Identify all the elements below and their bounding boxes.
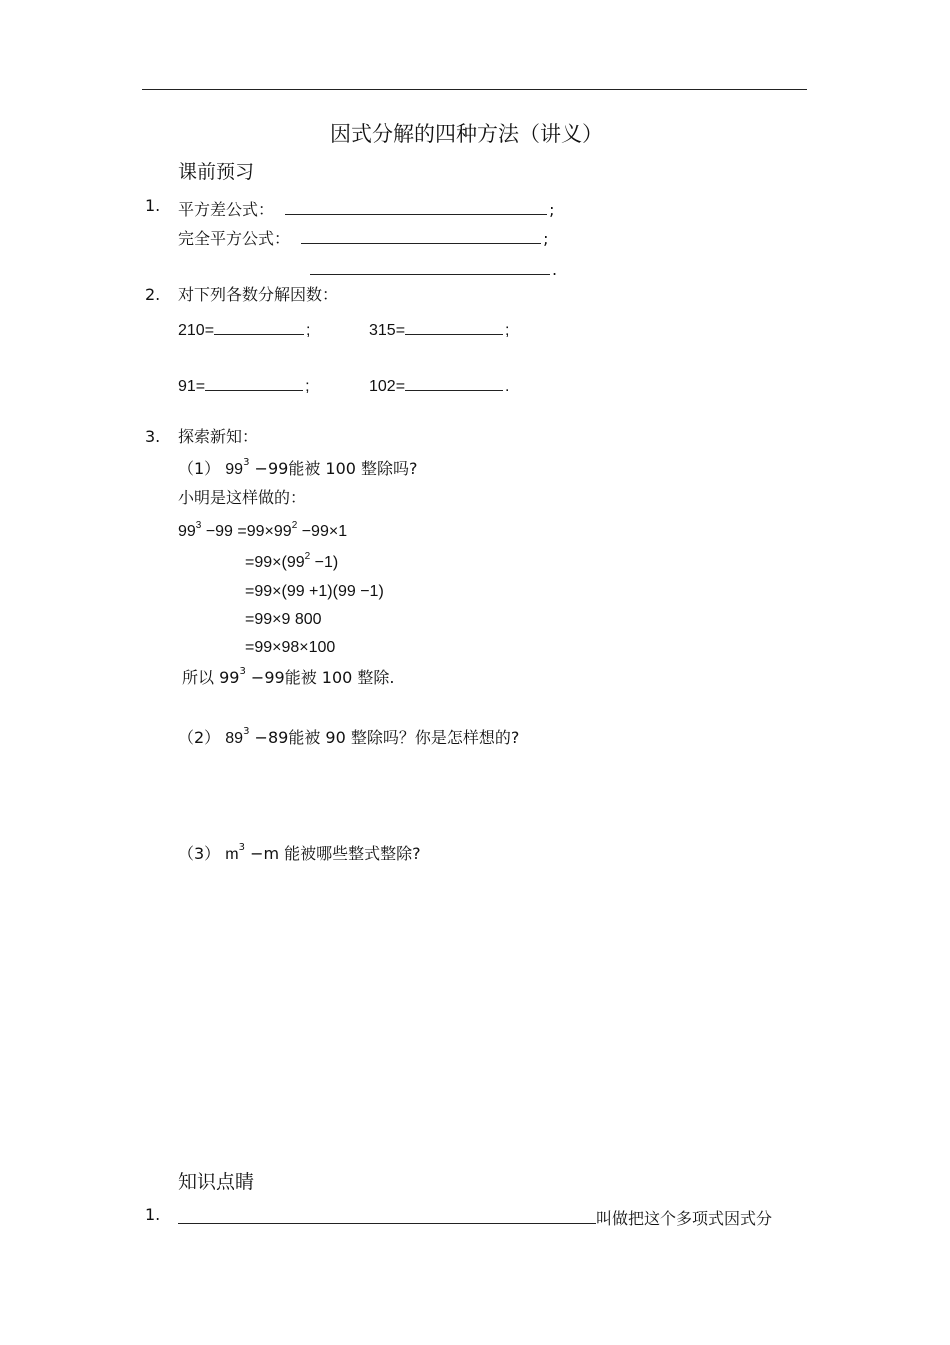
- step1-exponent: 3: [195, 520, 202, 531]
- q2-item-315: [369, 318, 510, 339]
- q3-part3-base: m: [225, 846, 239, 863]
- q3-part2-text: −89能被 90 整除吗？你是怎样想的?: [254, 728, 520, 747]
- q1-label-difference-of-squares: 平方差公式：: [178, 200, 275, 219]
- step2-expr: =99×(99: [245, 554, 305, 571]
- q2-label: 对下列各数分解因数：: [178, 285, 339, 304]
- q3-step-5: =99×98×100: [245, 639, 336, 656]
- header-rule: [142, 89, 807, 90]
- q2-semicolon: ;: [306, 322, 311, 339]
- q3-part2: [178, 726, 520, 747]
- conclusion-pre: 所以 99: [182, 668, 240, 687]
- q3-part2-tag: （2）: [178, 728, 221, 747]
- q2-item-label: 102=: [369, 378, 406, 395]
- q1-line-c: [310, 258, 557, 278]
- q2-number: 2.: [145, 285, 161, 304]
- step2-exponent: 2: [304, 551, 311, 562]
- k1-line: [178, 1207, 772, 1227]
- k1-number: 1.: [145, 1205, 161, 1224]
- q2-blank-102[interactable]: [405, 374, 503, 391]
- q3-part3-exponent: 3: [238, 842, 245, 853]
- q3-step-2: [245, 551, 339, 571]
- q3-part2-base: 89: [225, 730, 244, 747]
- q3-part1-text: −99能被 100 整除吗?: [254, 459, 418, 478]
- conclusion-exponent: 3: [239, 666, 246, 677]
- q2-item-102: [369, 374, 510, 395]
- q3-part3-tag: （3）: [178, 844, 221, 863]
- q2-item-210: [178, 318, 311, 339]
- q1-blank-c[interactable]: [310, 258, 550, 275]
- q3-part2-exponent: 3: [243, 726, 250, 737]
- q2-item-label: 315=: [369, 322, 406, 339]
- q3-part1: [178, 457, 418, 478]
- q2-item-91: [178, 374, 310, 395]
- q3-conclusion: [182, 666, 395, 687]
- k1-blank[interactable]: [178, 1207, 596, 1224]
- q2-blank-91[interactable]: [205, 374, 303, 391]
- q3-step-1: [178, 520, 348, 540]
- q3-part1-base: 99: [225, 461, 244, 478]
- q2-item-label: 91=: [178, 378, 206, 395]
- q2-blank-315[interactable]: [405, 318, 503, 335]
- q3-part1-tag: （1）: [178, 459, 221, 478]
- q1-line-b: [178, 227, 549, 247]
- q1-semicolon-a: ;: [549, 200, 555, 219]
- k1-text: 叫做把这个多项式因式分: [596, 1209, 773, 1228]
- step2-tail: −1): [314, 554, 339, 571]
- page-title: 因式分解的四种方法（讲义）: [330, 122, 603, 146]
- step1-expr: −99 =99×99: [205, 523, 292, 540]
- conclusion-text: −99能被 100 整除.: [250, 668, 395, 687]
- q2-item-label: 210=: [178, 322, 215, 339]
- q3-part1-exponent: 3: [243, 457, 250, 468]
- q3-label: 探索新知：: [178, 427, 259, 446]
- q3-part3-text: −m 能被哪些整式整除?: [250, 844, 421, 863]
- q3-step-3: =99×(99 +1)(99 −1): [245, 583, 384, 600]
- q2-semicolon: ;: [505, 322, 510, 339]
- step1-tail: −99×1: [301, 523, 348, 540]
- q3-number: 3.: [145, 427, 161, 446]
- step1-exponent2: 2: [291, 520, 298, 531]
- q1-semicolon-b: ;: [543, 229, 549, 248]
- q1-period: .: [552, 260, 558, 279]
- q3-step-4: =99×9 800: [245, 611, 322, 628]
- q1-number: 1.: [145, 196, 161, 215]
- section-knowledge-heading: 知识点睛: [178, 1171, 255, 1193]
- q1-line-a: [178, 198, 555, 218]
- q1-label-perfect-square: 完全平方公式：: [178, 229, 291, 248]
- section-preview-heading: 课前预习: [178, 161, 255, 183]
- q3-xiaoming: 小明是这样做的：: [178, 488, 307, 507]
- q1-blank-b[interactable]: [301, 227, 541, 244]
- step1-base: 99: [178, 523, 196, 540]
- q3-part3: [178, 842, 421, 863]
- q2-blank-210[interactable]: [214, 318, 304, 335]
- q2-period: .: [505, 378, 510, 395]
- q2-semicolon: ;: [305, 378, 310, 395]
- q1-blank-a[interactable]: [285, 198, 547, 215]
